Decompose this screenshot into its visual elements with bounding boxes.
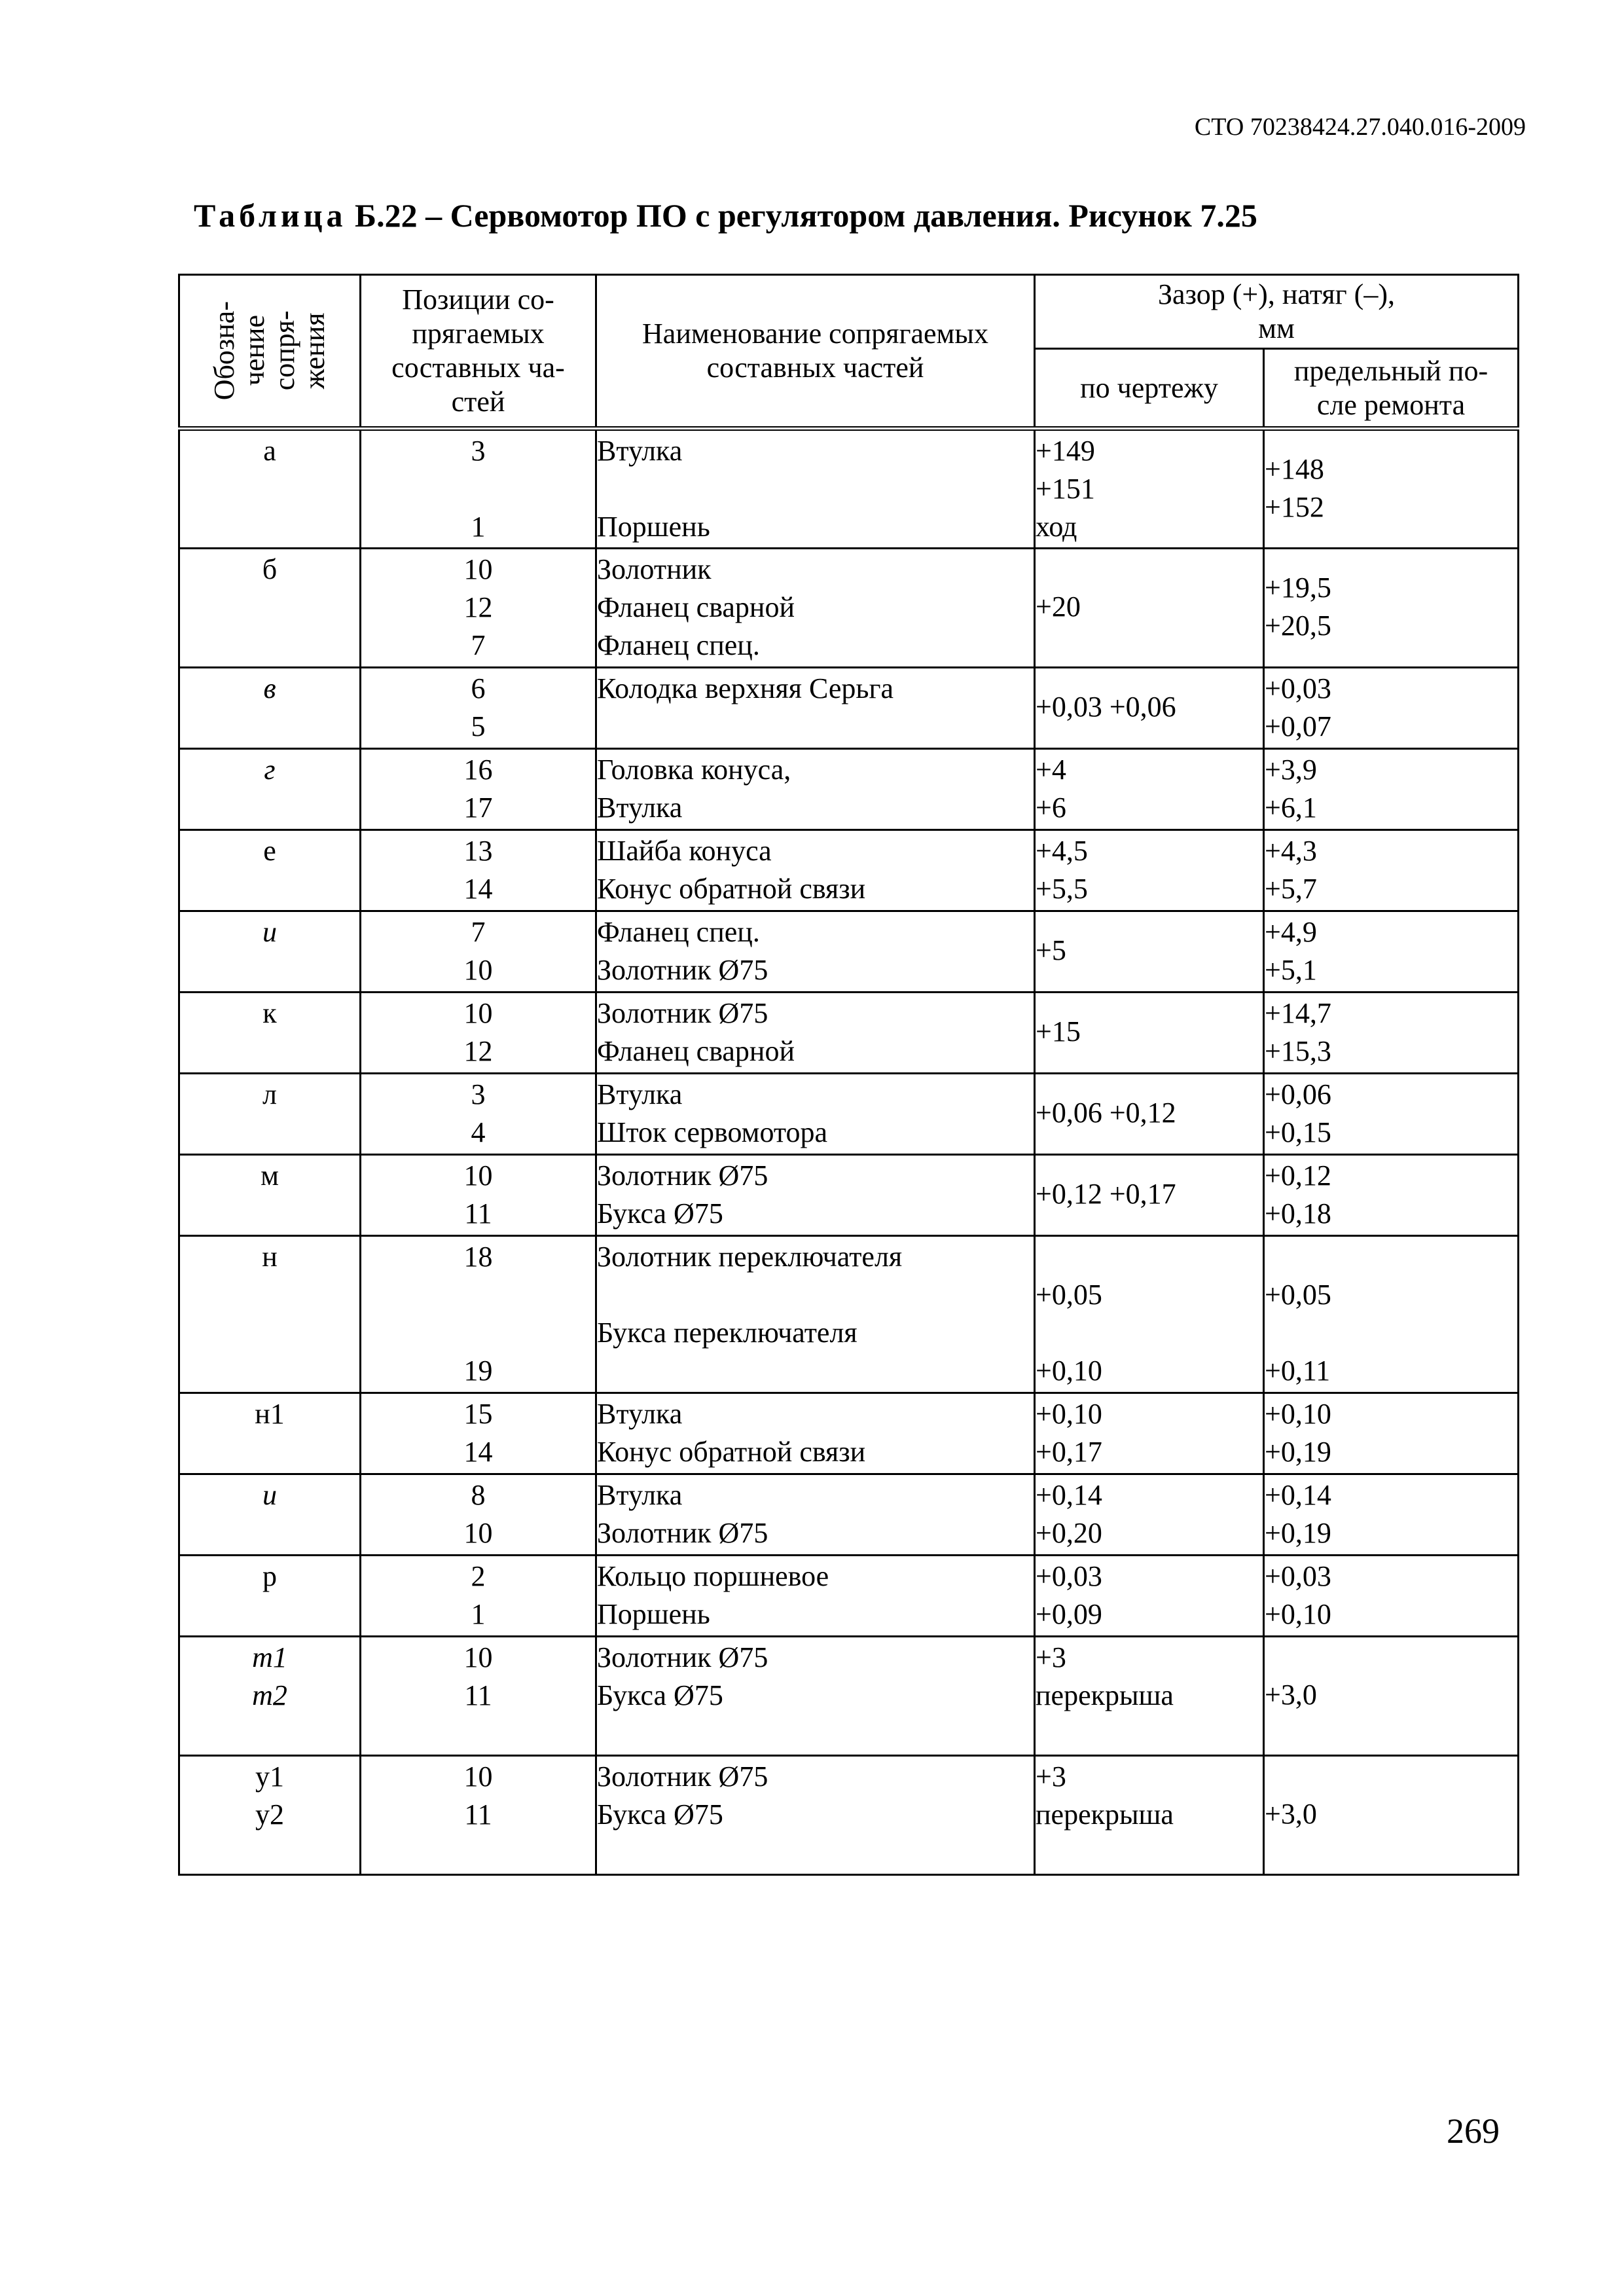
table-row: [179, 1155, 1519, 1236]
clearance-drawing-line: +20: [1036, 591, 1081, 623]
positions-cell: [361, 1074, 596, 1155]
positions-cell: [361, 749, 596, 830]
part-name-cell: [596, 1074, 1035, 1155]
clearance-drawing-line: перекрыша: [1036, 1679, 1174, 1711]
clearance-drawing-cell: [1035, 1556, 1264, 1637]
part-name-cell: [596, 549, 1035, 668]
clearance-drawing-cell: [1035, 749, 1264, 830]
clearance-limit-line: +19,5: [1265, 572, 1331, 604]
part-name-line: Кольцо поршневое: [597, 1560, 829, 1592]
designation-line: б: [262, 553, 278, 585]
part-name-cell: [596, 830, 1035, 911]
positions-line: 11: [464, 1798, 492, 1831]
designation-cell: [179, 429, 361, 549]
part-name-line: Букса переключателя: [597, 1317, 857, 1349]
header-positions: Позиции со- прягаемых составных ча- стей: [361, 275, 596, 429]
clearance-drawing-line: +0,06 +0,12: [1036, 1097, 1176, 1129]
table-row: [179, 1074, 1519, 1155]
designation-line: и: [262, 1479, 277, 1511]
part-name-line: Золотник Ø75: [597, 954, 768, 986]
clearance-drawing-line: +0,20: [1036, 1517, 1102, 1549]
clearance-limit-line: +0,05: [1265, 1279, 1331, 1311]
part-name-cell: [596, 1474, 1035, 1556]
positions-line: [361, 1276, 595, 1314]
clearance-drawing-line: +6: [1036, 792, 1066, 824]
part-name-cell: [596, 1756, 1035, 1875]
part-name-line: Золотник переключателя: [597, 1241, 903, 1273]
clearance-limit-cell: [1264, 1074, 1519, 1155]
table-row: [179, 1556, 1519, 1637]
table-row: [179, 1756, 1519, 1875]
positions-cell: [361, 1236, 596, 1393]
clearance-limit-line: +0,15: [1265, 1116, 1331, 1148]
positions-line: 12: [463, 591, 493, 623]
positions-line: 8: [471, 1479, 486, 1511]
clearance-drawing-cell: [1035, 1474, 1264, 1556]
positions-line: 3: [471, 1078, 486, 1110]
part-name-line: Золотник Ø75: [597, 997, 768, 1029]
designation-line: к: [262, 997, 277, 1029]
clearance-drawing-line: [1036, 1238, 1263, 1276]
header-designation: [179, 275, 361, 429]
clearance-limit-cell: [1264, 1393, 1519, 1474]
clearance-drawing-line: +0,17: [1036, 1436, 1102, 1468]
clearance-limit-line: [1265, 1314, 1517, 1352]
header-limit-after-repair: предельный по- сле ремонта: [1264, 349, 1519, 429]
table-row: [179, 749, 1519, 830]
part-name-cell: [596, 1637, 1035, 1756]
designation-cell: [179, 830, 361, 911]
table-row: [179, 668, 1519, 749]
clearance-limit-line: +0,11: [1265, 1355, 1331, 1387]
clearance-drawing-cell: [1035, 1236, 1264, 1393]
table-row: [179, 1236, 1519, 1393]
part-name-line: Золотник Ø75: [597, 1760, 768, 1793]
part-name-line: [597, 1352, 1034, 1390]
clearance-limit-cell: [1264, 911, 1519, 993]
designation-cell: [179, 1155, 361, 1236]
positions-line: 17: [463, 792, 493, 824]
positions-cell: [361, 993, 596, 1074]
part-name-line: Шайба конуса: [597, 835, 772, 867]
clearance-drawing-cell: [1035, 549, 1264, 668]
clearance-drawing-line: +4: [1036, 754, 1066, 786]
clearance-limit-cell: [1264, 993, 1519, 1074]
designation-cell: [179, 1756, 361, 1875]
table-row: [179, 1474, 1519, 1556]
part-name-line: Золотник Ø75: [597, 1159, 768, 1192]
designation-cell: [179, 1074, 361, 1155]
positions-line: 10: [463, 997, 493, 1029]
positions-cell: [361, 911, 596, 993]
designation-line: у1: [255, 1760, 284, 1793]
part-name-line: Фланец сварной: [597, 591, 795, 623]
clearance-drawing-cell: [1035, 911, 1264, 993]
clearance-drawing-line: +4,5: [1036, 835, 1088, 867]
positions-line: 18: [463, 1241, 493, 1273]
clearance-drawing-line: +15: [1036, 1015, 1081, 1048]
positions-line: 16: [463, 754, 493, 786]
clearance-drawing-line: ход: [1036, 511, 1077, 543]
part-name-line: Шток сервомотора: [597, 1116, 828, 1148]
designation-cell: [179, 993, 361, 1074]
clearance-drawing-line: +0,05: [1036, 1279, 1102, 1311]
clearance-drawing-line: +0,10: [1036, 1355, 1102, 1387]
part-name-line: [597, 1715, 1034, 1753]
positions-cell: [361, 429, 596, 549]
clearance-drawing-cell: [1035, 1074, 1264, 1155]
table-row: [179, 911, 1519, 993]
part-name-line: Головка конуса,: [597, 754, 791, 786]
clearance-limit-line: +0,07: [1265, 710, 1331, 742]
designation-line: л: [262, 1078, 277, 1110]
positions-line: 10: [463, 954, 493, 986]
designation-cell: [179, 1474, 361, 1556]
designation-line: в: [263, 672, 276, 704]
positions-line: 7: [471, 629, 486, 661]
clearance-limit-line: +0,06: [1265, 1078, 1331, 1110]
designation-line: у2: [255, 1798, 284, 1831]
designation-cell: [179, 1637, 361, 1756]
clearance-limit-cell: [1264, 429, 1519, 549]
clearance-drawing-cell: [1035, 1393, 1264, 1474]
part-name-line: Колодка верхняя Серьга: [597, 672, 894, 704]
clearance-drawing-line: +5,5: [1036, 873, 1088, 905]
clearance-limit-line: +5,1: [1265, 954, 1317, 986]
document-code: СТО 70238424.27.040.016-2009: [1194, 113, 1526, 141]
part-name-cell: [596, 749, 1035, 830]
positions-line: 10: [463, 1517, 493, 1549]
part-name-line: Втулка: [597, 1398, 683, 1430]
positions-line: 1: [471, 511, 486, 543]
positions-line: 12: [463, 1035, 493, 1067]
part-name-line: Втулка: [597, 435, 683, 467]
positions-line: 3: [471, 435, 486, 467]
designation-line: е: [263, 835, 276, 867]
designation-line: а: [263, 435, 276, 467]
positions-line: 13: [463, 835, 493, 867]
positions-line: 6: [471, 672, 486, 704]
clearance-drawing-line: +3: [1036, 1641, 1066, 1673]
table-title-text: Б.22 – Сервомотор ПО с регулятором давления. Рисунок 7.25: [346, 197, 1257, 234]
clearance-limit-line: +148: [1265, 453, 1324, 485]
clearance-limit-cell: [1264, 668, 1519, 749]
positions-line: 10: [463, 1641, 493, 1673]
positions-line: 19: [463, 1355, 493, 1387]
clearance-drawing-line: +5: [1036, 934, 1066, 966]
clearance-limit-line: +3,9: [1265, 754, 1317, 786]
part-name-line: Букса Ø75: [597, 1197, 723, 1230]
table-title-prefix: Таблица: [194, 197, 347, 234]
part-name-line: Втулка: [597, 1078, 683, 1110]
clearance-drawing-line: +0,14: [1036, 1479, 1102, 1511]
clearance-limit-line: +0,14: [1265, 1479, 1331, 1511]
clearance-limit-line: +15,3: [1265, 1035, 1331, 1067]
part-name-cell: [596, 1155, 1035, 1236]
clearance-limit-cell: [1264, 1756, 1519, 1875]
part-name-cell: [596, 429, 1035, 549]
clearance-drawing-line: +0,03 +0,06: [1036, 691, 1176, 723]
positions-line: [361, 1834, 595, 1872]
designation-line: и: [262, 916, 277, 948]
clearance-drawing-line: +0,03: [1036, 1560, 1102, 1592]
positions-line: 11: [464, 1679, 492, 1711]
clearance-limit-line: +0,10: [1265, 1598, 1331, 1630]
positions-line: [361, 1314, 595, 1352]
part-name-line: [597, 1276, 1034, 1314]
positions-line: 4: [471, 1116, 486, 1148]
positions-line: 11: [464, 1197, 492, 1230]
clearance-drawing-cell: [1035, 668, 1264, 749]
clearance-limit-line: +4,3: [1265, 835, 1317, 867]
clearance-limit-line: +0,10: [1265, 1398, 1331, 1430]
positions-line: 1: [471, 1598, 486, 1630]
clearance-limit-line: +14,7: [1265, 997, 1331, 1029]
positions-line: 7: [471, 916, 486, 948]
positions-line: 2: [471, 1560, 486, 1592]
table-row: [179, 993, 1519, 1074]
clearance-limit-line: +4,9: [1265, 916, 1317, 948]
part-name-line: Фланец сварной: [597, 1035, 795, 1067]
clearance-limit-line: +20,5: [1265, 610, 1331, 642]
positions-line: [361, 1715, 595, 1753]
part-name-cell: [596, 1236, 1035, 1393]
clearance-limit-line: +0,19: [1265, 1517, 1331, 1549]
clearance-limit-cell: [1264, 749, 1519, 830]
part-name-line: Фланец спец.: [597, 629, 760, 661]
clearance-limit-line: +0,12: [1265, 1159, 1331, 1192]
clearance-drawing-line: перекрыша: [1036, 1798, 1174, 1831]
positions-cell: [361, 830, 596, 911]
clearance-limit-cell: [1264, 830, 1519, 911]
positions-cell: [361, 668, 596, 749]
clearance-limit-cell: [1264, 1556, 1519, 1637]
clearance-limit-line: +0,03: [1265, 672, 1331, 704]
clearance-drawing-line: +3: [1036, 1760, 1066, 1793]
clearance-drawing-cell: [1035, 1756, 1264, 1875]
part-name-line: Поршень: [597, 511, 710, 543]
clearance-drawing-line: +0,10: [1036, 1398, 1102, 1430]
designation-line: н: [262, 1241, 278, 1273]
positions-line: 10: [463, 553, 493, 585]
part-name-line: [597, 1834, 1034, 1872]
part-name-cell: [596, 1393, 1035, 1474]
clearance-limit-line: +0,19: [1265, 1436, 1331, 1468]
positions-line: 14: [463, 1436, 493, 1468]
positions-cell: [361, 549, 596, 668]
header-designation-label: Обозна- чение сопря- жения: [208, 301, 331, 401]
part-name-cell: [596, 993, 1035, 1074]
designation-cell: [179, 1556, 361, 1637]
table-title: [194, 196, 1257, 234]
clearance-drawing-line: +151: [1036, 473, 1095, 505]
clearance-limit-line: +0,18: [1265, 1197, 1331, 1230]
clearance-drawing-cell: [1035, 1637, 1264, 1756]
clearance-limit-cell: [1264, 549, 1519, 668]
clearance-limit-line: +0,03: [1265, 1560, 1331, 1592]
clearance-drawing-cell: [1035, 830, 1264, 911]
page-number: 269: [1447, 2111, 1500, 2151]
positions-cell: [361, 1474, 596, 1556]
table-body: [179, 429, 1519, 1875]
designation-line: м: [261, 1159, 279, 1192]
clearance-limit-line: +152: [1265, 491, 1324, 523]
clearance-limit-cell: [1264, 1474, 1519, 1556]
designation-line: н1: [255, 1398, 285, 1430]
clearance-drawing-line: +149: [1036, 435, 1095, 467]
designation-line: т1: [252, 1641, 287, 1673]
positions-cell: [361, 1756, 596, 1875]
clearance-limit-line: +6,1: [1265, 792, 1317, 824]
part-name-line: Конус обратной связи: [597, 873, 866, 905]
positions-cell: [361, 1637, 596, 1756]
designation-cell: [179, 749, 361, 830]
positions-line: 14: [463, 873, 493, 905]
positions-cell: [361, 1155, 596, 1236]
positions-line: 10: [463, 1760, 493, 1793]
designation-cell: [179, 1393, 361, 1474]
clearance-drawing-cell: [1035, 1155, 1264, 1236]
part-name-line: Фланец спец.: [597, 916, 760, 948]
clearance-limit-line: [1265, 1238, 1517, 1276]
part-name-line: Букса Ø75: [597, 1679, 723, 1711]
designation-cell: [179, 911, 361, 993]
clearance-limit-cell: [1264, 1155, 1519, 1236]
positions-line: 15: [463, 1398, 493, 1430]
part-name-line: Втулка: [597, 792, 683, 824]
part-name-line: Золотник Ø75: [597, 1517, 768, 1549]
part-name-cell: [596, 1556, 1035, 1637]
part-name-line: Втулка: [597, 1479, 683, 1511]
positions-cell: [361, 1556, 596, 1637]
table-row: [179, 549, 1519, 668]
clearance-drawing-line: +0,09: [1036, 1598, 1102, 1630]
designation-line: р: [262, 1560, 277, 1592]
clearance-drawing-cell: [1035, 429, 1264, 549]
designation-line: г: [264, 754, 276, 786]
table-row: [179, 830, 1519, 911]
clearance-limit-cell: [1264, 1236, 1519, 1393]
header-clearance: Зазор (+), натяг (–), мм: [1035, 275, 1519, 349]
clearance-drawing-line: +0,12 +0,17: [1036, 1178, 1176, 1210]
clearance-drawing-cell: [1035, 993, 1264, 1074]
designation-cell: [179, 1236, 361, 1393]
part-name-line: Золотник: [597, 553, 712, 585]
clearance-limit-cell: [1264, 1637, 1519, 1756]
part-name-line: Букса Ø75: [597, 1798, 723, 1831]
clearance-limit-line: +5,7: [1265, 873, 1317, 905]
header-by-drawing: по чертежу: [1035, 349, 1264, 429]
part-name-line: Поршень: [597, 1598, 710, 1630]
header-part-names: Наименование сопрягаемых составных частей: [596, 275, 1035, 429]
mating-parts-table: [178, 274, 1519, 1876]
clearance-limit-line: +3,0: [1265, 1679, 1317, 1711]
designation-cell: [179, 668, 361, 749]
positions-line: 10: [463, 1159, 493, 1192]
table-row: [179, 1393, 1519, 1474]
part-name-line: Конус обратной связи: [597, 1436, 866, 1468]
part-name-line: [597, 470, 1034, 508]
positions-cell: [361, 1393, 596, 1474]
clearance-drawing-line: [1036, 1314, 1263, 1352]
table-row: [179, 1637, 1519, 1756]
designation-cell: [179, 549, 361, 668]
positions-line: 5: [471, 710, 486, 742]
positions-line: [361, 470, 595, 508]
part-name-line: Золотник Ø75: [597, 1641, 768, 1673]
part-name-cell: [596, 911, 1035, 993]
designation-line: т2: [252, 1679, 287, 1711]
part-name-cell: [596, 668, 1035, 749]
clearance-limit-line: +3,0: [1265, 1798, 1317, 1830]
table-row: [179, 429, 1519, 549]
